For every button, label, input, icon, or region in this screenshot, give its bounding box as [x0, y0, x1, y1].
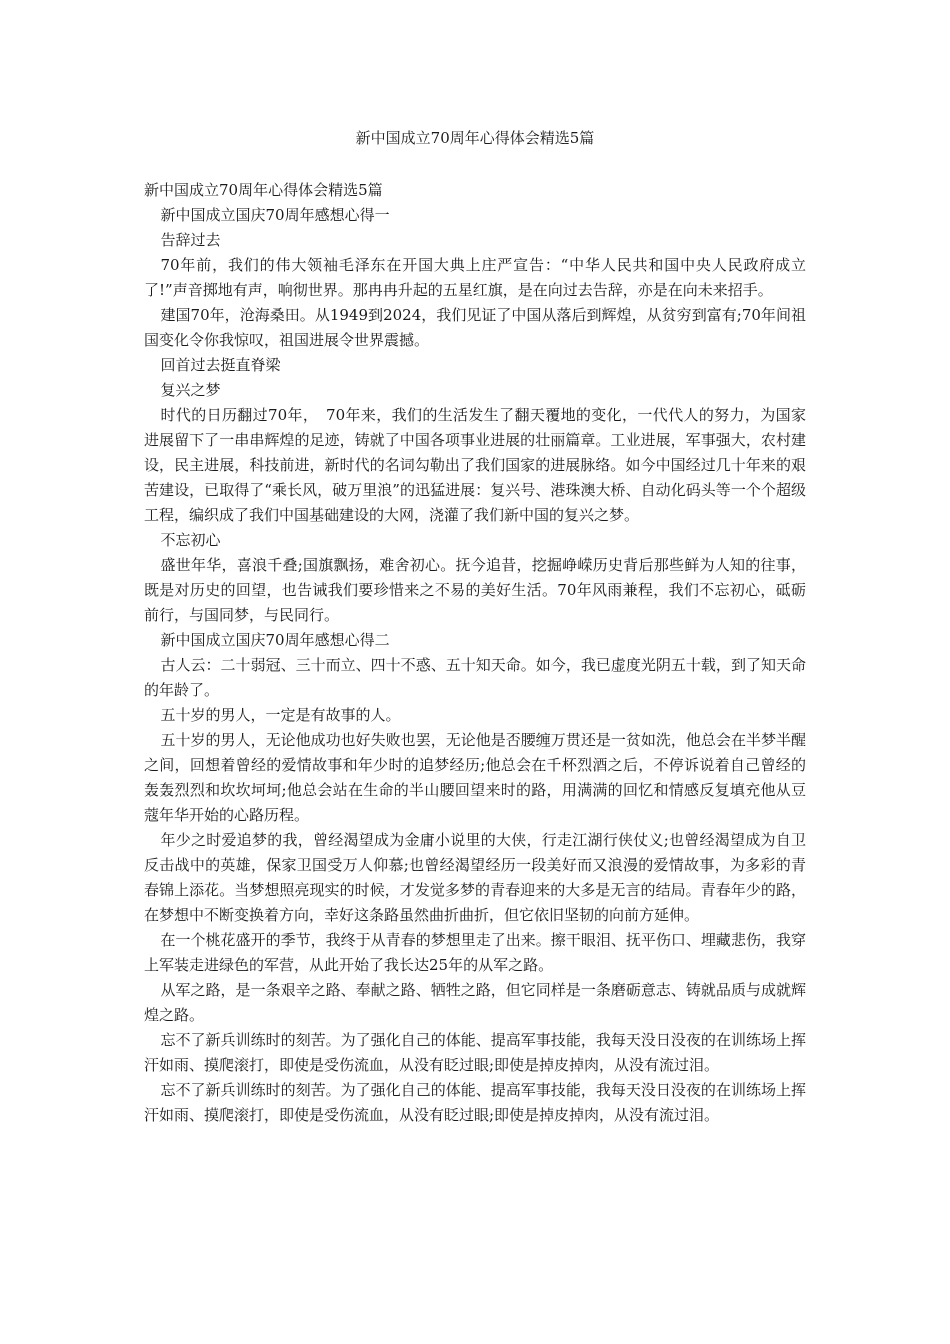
paragraph: 70年前，我们的伟大领袖毛泽东在开国大典上庄严宣告：“中华人民共和国中央人民政府成立了!”声音掷地有声，响彻世界。那冉冉升起的五星红旗，是在向过去告辞，亦是在向未来招手。	[144, 256, 806, 299]
paragraph: 盛世年华，喜浪千叠;国旗飘扬，难舍初心。抚今追昔，挖掘峥嵘历史背后那些鲜为人知的往事，既是对历史的回望，也告诫我们要珍惜来之不易的美好生活。70年风雨兼程，我们不忘初心，砥砺前行，与国同梦，与民同行。	[144, 556, 806, 624]
paragraph: 五十岁的男人，无论他成功也好失败也罢，无论他是否腰缠万贯还是一贫如洗，他总会在半梦半醒之间，回想着曾经的爱情故事和年少时的追梦经历;他总会在千杯烈酒之后，不停诉说着自己曾经的轰轰烈烈和坎坎坷坷;他总会站在生命的半山腰回望来时的路，用满满的回忆和情感反复填充他从豆蔻年华开始的心路历程。	[144, 731, 806, 824]
subheading: 告辞过去	[160, 231, 221, 249]
section-heading-2: 新中国成立国庆70周年感想心得二	[160, 631, 390, 649]
document-body	[144, 178, 806, 1128]
section-heading-1: 新中国成立国庆70周年感想心得一	[160, 206, 390, 224]
paragraph: 建国70年，沧海桑田。从1949到2024，我们见证了中国从落后到辉煌，从贫穷到富有;70年间祖国变化令你我惊叹，祖国进展令世界震撼。	[144, 306, 806, 349]
subheading: 回首过去挺直脊梁	[160, 356, 281, 374]
document-title: 新中国成立70周年心得体会精选5篇	[355, 129, 595, 147]
paragraph: 五十岁的男人，一定是有故事的人。	[160, 706, 401, 724]
paragraph: 忘不了新兵训练时的刻苦。为了强化自己的体能、提高军事技能，我每天没日没夜的在训练场上挥汗如雨、摸爬滚打，即使是受伤流血，从没有眨过眼;即使是掉皮掉肉，从没有流过泪。	[144, 1081, 806, 1124]
paragraph: 时代的日历翻过70年， 70年来，我们的生活发生了翻天覆地的变化，一代代人的努力，为国家进展留下了一串串辉煌的足迹，铸就了中国各项事业进展的壮丽篇章。工业进展，军事强大，农村建设，民主进展，科技前进，新时代的名词勾勒出了我们国家的进展脉络。如今中国经过几十年来的艰苦建设，已取得了“乘长风，破万里浪”的迅猛进展：复兴号、港珠澳大桥、自动化码头等一个个超级工程，编织成了我们中国基础建设的大网，浇灌了我们新中国的复兴之梦。	[144, 406, 806, 524]
subheading: 复兴之梦	[160, 381, 221, 399]
doc-subtitle: 新中国成立70周年心得体会精选5篇	[144, 181, 383, 199]
paragraph: 年少之时爱追梦的我，曾经渴望成为金庸小说里的大侠，行走江湖行侠仗义;也曾经渴望成为自卫反击战中的英雄，保家卫国受万人仰慕;也曾经渴望经历一段美好而又浪漫的爱情故事，为多彩的青春锦上添花。当梦想照亮现实的时候，才发觉多梦的青春迎来的大多是无言的结局。青春年少的路，在梦想中不断变换着方向，幸好这条路虽然曲折曲折，但它依旧坚韧的向前方延伸。	[144, 831, 806, 924]
paragraph: 忘不了新兵训练时的刻苦。为了强化自己的体能、提高军事技能，我每天没日没夜的在训练场上挥汗如雨、摸爬滚打，即使是受伤流血，从没有眨过眼;即使是掉皮掉肉，从没有流过泪。	[144, 1031, 806, 1074]
subheading: 不忘初心	[160, 531, 221, 549]
paragraph: 在一个桃花盛开的季节，我终于从青春的梦想里走了出来。擦干眼泪、抚平伤口、埋藏悲伤，我穿上军装走进绿色的军营，从此开始了我长达25年的从军之路。	[144, 931, 806, 974]
paragraph: 古人云：二十弱冠、三十而立、四十不惑、五十知天命。如今，我已虚度光阴五十载，到了知天命的年龄了。	[144, 656, 806, 699]
paragraph: 从军之路，是一条艰辛之路、奉献之路、牺牲之路，但它同样是一条磨砺意志、铸就品质与成就辉煌之路。	[144, 981, 806, 1024]
